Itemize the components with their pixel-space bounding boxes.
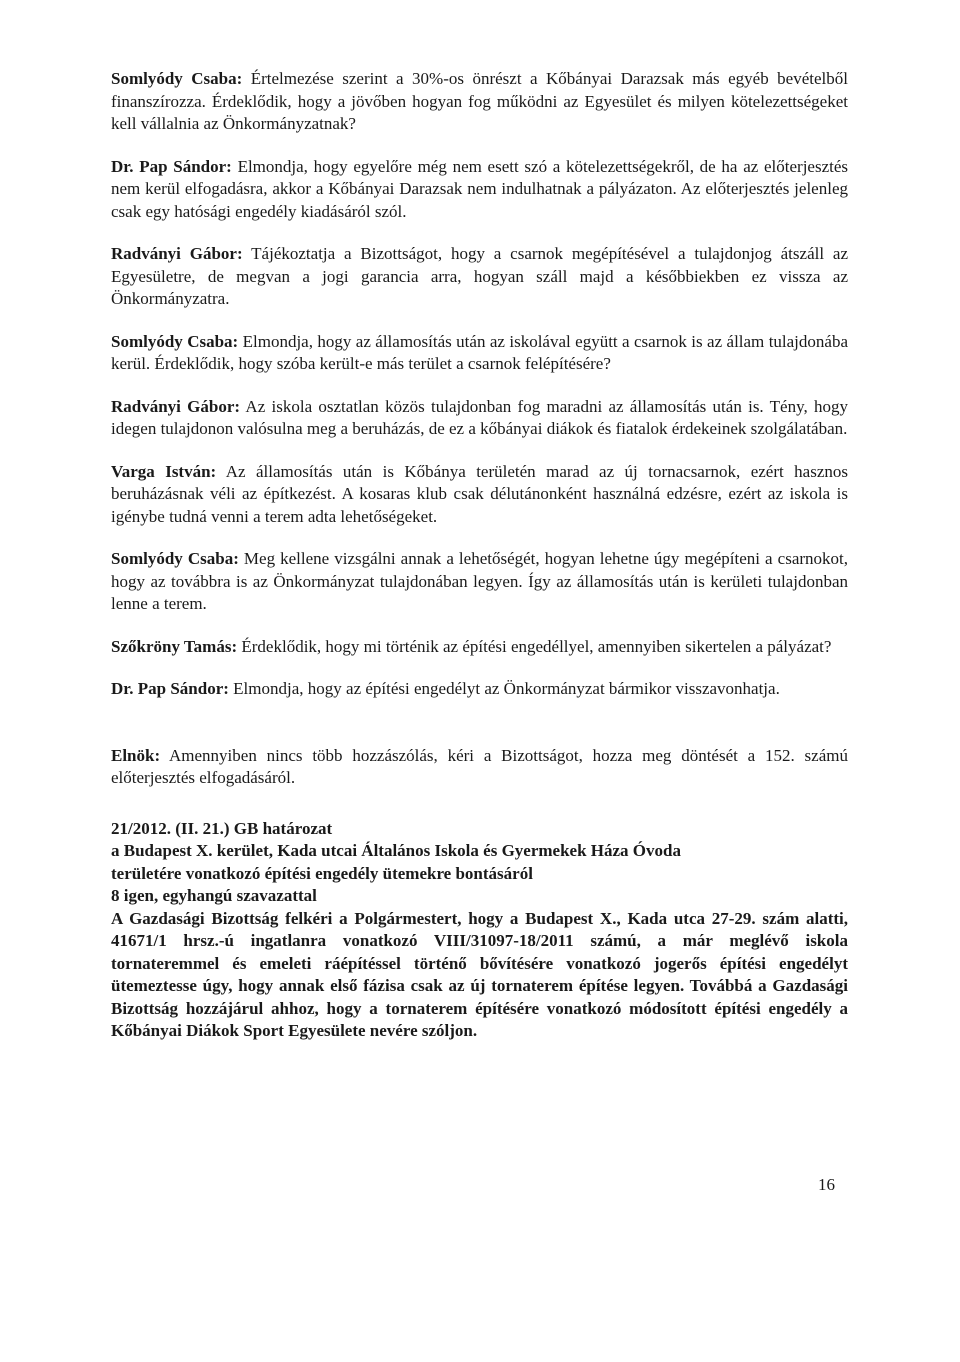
speaker-name: Radványi Gábor: [111, 396, 241, 416]
speaker-name: Szőkröny Tamás: [111, 636, 238, 656]
page-number: 16 [818, 1175, 835, 1194]
minutes-paragraph [111, 68, 848, 136]
speaker-statement: Meg kellene vizsgálni annak a lehetőségét, hogyan lehetne úgy megépíteni a csarnokot, hogy az továbbra is az Önkormányzat tulajdonában legyen. Így az államosítás után is kerületi tulajdonban lenne a terem. [111, 549, 848, 613]
speaker-name: Dr. Pap Sándor: [111, 679, 229, 698]
speaker-statement: Tájékoztatja a Bizottságot, hogy a csarnok megépítésével a tulajdonjog átszáll az Egyesületre, de megvan a jogi garancia arra, hogyan száll majd a későbbiekben ez vissza az Önkormányzatra. [111, 244, 848, 308]
resolution-title-line-1: a Budapest X. kerület, Kada utcai Általános Iskola és Gyermekek Háza Óvoda [111, 841, 681, 860]
minutes-paragraph [111, 461, 848, 529]
minutes-paragraph [111, 396, 848, 441]
speaker-name: Dr. Pap Sándor: [111, 156, 232, 176]
speaker-name: Elnök: [111, 745, 161, 765]
minutes-paragraph [111, 678, 848, 701]
resolution-block [111, 818, 848, 1043]
resolution-title-line-2: területére vonatkozó építési engedély ütemekre bontásáról [111, 863, 533, 883]
minutes-paragraph [111, 243, 848, 311]
minutes-paragraph [111, 745, 848, 790]
speaker-name: Somlyódy Csaba: [111, 69, 243, 88]
resolution-number: 21/2012. (II. 21.) GB határozat [111, 818, 333, 838]
speaker-statement: Az iskola osztatlan közös tulajdonban fog maradni az államosítás után is. Tény, hogy idegen tulajdonon valósulna meg a beruházás, de ez a kőbányai diákok és fiatalok érdekeinek szolgálatában. [111, 396, 848, 438]
speaker-statement: Amennyiben nincs több hozzászólás, kéri a Bizottságot, hozza meg döntését a 152. számú előterjesztés elfogadásáról. [111, 745, 848, 787]
minutes-paragraph [111, 636, 848, 659]
speaker-statement: Értelmezése szerint a 30%-os önrészt a Kőbányai Darazsak más egyéb bevételből finanszírozza. Érdeklődik, hogy a jövőben hogyan fog működni az Egyesület és milyen kötelezettségeket kell vállalnia az Önkormányzatnak? [111, 69, 848, 133]
minutes-paragraph [111, 331, 848, 376]
speaker-name: Somlyódy Csaba: [111, 331, 239, 351]
minutes-content [111, 68, 848, 1043]
speaker-statement: Elmondja, hogy az építési engedélyt az Önkormányzat bármikor visszavonhatja. [228, 679, 780, 698]
speaker-statement: Elmondja, hogy az államosítás után az iskolával együtt a csarnok is az állam tulajdonába kerül. Érdeklődik, hogy szóba került-e más terület a csarnok felépítésére? [111, 331, 848, 373]
minutes-paragraph [111, 548, 848, 616]
speaker-statement: Érdeklődik, hogy mi történik az építési engedéllyel, amennyiben sikertelen a pályázat? [237, 636, 832, 656]
speaker-name: Somlyódy Csaba: [111, 549, 239, 568]
speaker-statement: Elmondja, hogy egyelőre még nem esett szó a kötelezettségekről, de ha az előterjesztés nem kerül elfogadásra, akkor a Kőbányai Darazsak nem indulhatnak a pályázaton. Az előterjesztés jelenleg csak egy hatósági engedély kiadásáról szól. [111, 156, 849, 221]
resolution-vote: 8 igen, egyhangú szavazattal [111, 886, 317, 905]
resolution-body: A Gazdasági Bizottság felkéri a Polgármestert, hogy a Budapest X., Kada utca 27-29. szám alatti, 41671/1 hrsz.-ú ingatlanra vonatkozó VIII/31097-18/2011 számú, a már meglévő iskola tornateremmel és emeleti ráépítéssel történő bővítésére vonatkozó jogerős építési engedélyt ütemeztesse úgy, hogy annak első fázisa csak az új tornaterem építése legyen. Továbbá a Gazdasági Bizottság hozzájárul ahhoz, hogy a tornaterem építésére vonatkozó módosított építési engedély a Kőbányai Diákok Sport Egyesülete nevére szóljon. [111, 908, 848, 1040]
speaker-name: Radványi Gábor: [111, 244, 243, 263]
minutes-paragraph [111, 156, 848, 224]
speaker-statement: Az államosítás után is Kőbánya területén marad az új tornacsarnok, ezért hasznos beruházásnak véli az építkezést. A kosaras klub csak délutánonként használná edzésre, ezért az iskola is igénybe tudná venni a terem adta lehetőségeket. [111, 461, 848, 526]
speaker-name: Varga István: [111, 461, 217, 481]
